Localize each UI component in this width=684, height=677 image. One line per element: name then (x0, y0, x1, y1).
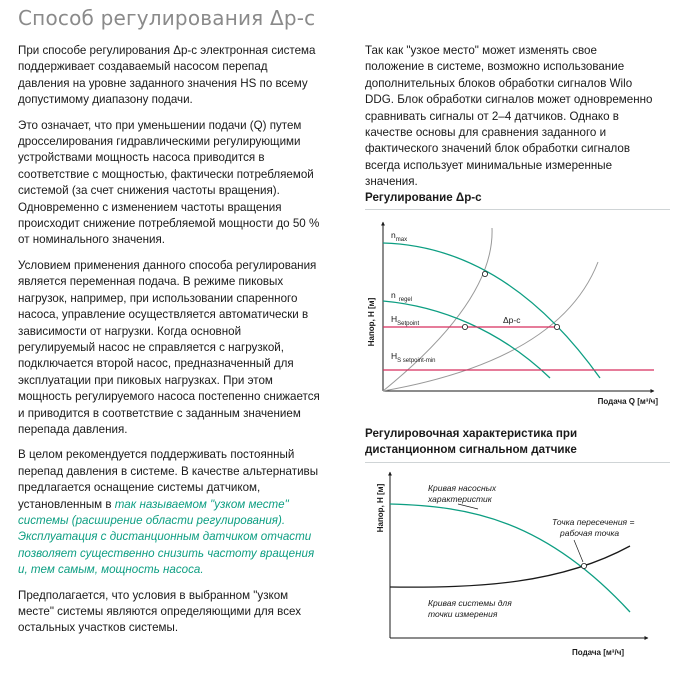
chart2-system-label: Кривая системы для точки измерения (428, 598, 512, 619)
chart1-y-axis-label: Напор, H [м] (367, 297, 376, 347)
chart1-operating-point (482, 271, 487, 276)
chart1-x-axis-label: Подача Q [м³/ч] (597, 397, 658, 406)
paragraph: Предполагается, что условия в выбранном "узком месте" системы являются определяющими для всех остальных участков системы. (18, 588, 301, 635)
chart2-intersection-label: Точка пересечения = рабочая точка (552, 517, 635, 538)
chart2 (376, 472, 648, 657)
paragraph: Условием применения данного способа регулирования является переменная подача. В режиме пиковых нагрузок, например, при использовании спаренного насоса, управление осуществляется автоматически в зависимости от нагрузки. Когда основной регулируемый насос не справляется с нагрузкой, подключается второй насос, предназначенный для эксплуатации при пиковых нагрузках. При этом мощность регулируемого насоса постепенно снижается и приводится в соответствие с заданным значением перепада давления. (18, 258, 320, 436)
chart2-pump-label: Кривая насосных характеристик (428, 483, 497, 504)
chart1-operating-point (462, 324, 467, 329)
chart2-x-axis-label: Подача [м³/ч] (572, 648, 624, 657)
chart2-system-curve (390, 546, 630, 587)
chart2-y-axis-label: Напор, H [м] (376, 483, 385, 533)
chart1-label-hsetpoint: $H_{Setpoint}$ (391, 314, 420, 327)
chart1-heading: Регулирование Δp-c (365, 190, 670, 210)
chart1-operating-point (554, 324, 559, 329)
chart1-label-nregel: n $_{regel}$ (391, 290, 413, 303)
chart2-operating-point (581, 563, 586, 568)
paragraph: Это означает, что при уменьшении подачи (Q) путем дросселирования гидравлическими регулирующими устройствами мощность насоса приводится в соответствие с мощностью, фактически потребляемой системой (за счет снижения частоты вращения). Одновременно с изменением частоты вращения происходит снижение потребляемой мощности до 50 % от номинального значения. (18, 118, 320, 247)
page-title: Способ регулирования Δp-c (18, 6, 316, 30)
chart1-label-hsetpoint-min: $H_{S setpoint-min}$ (391, 351, 436, 364)
chart1-pump-curve-nregel (383, 301, 550, 378)
chart2-intersection-leader-line (574, 540, 583, 562)
chart1-label-dpc: Δp-c (503, 315, 521, 325)
chart2-heading-line: дистанционном сигнальном датчике (365, 443, 577, 456)
chart2-heading-line: Регулировочная характеристика при (365, 427, 578, 440)
paragraph: При способе регулирования Δp-c электронная система поддерживает создаваемый насосом перепад давления на уровне заданного значения HS по всему допустимому диапазону подачи. (18, 44, 316, 107)
chart1 (367, 222, 658, 406)
paragraph-text: В целом рекомендуется поддерживать постоянный перепад давления в системе. В качестве альтернативы предлагается оснащение системы датчиком, установленным в (18, 448, 319, 511)
paragraph: Так как "узкое место" может изменять свое положение в системе, возможно использование дополнительных блоков обработки сигналов Wilo DDG. Блок обработки сигналов может одновременно сравнивать сигналы от 2–4 датчиков. Однако в качестве основы для сравнения заданного и фактического значений блок обработки сигналов всегда использует минимальные измеренные значения. (365, 44, 653, 189)
chart2-pump-leader-line (458, 504, 478, 509)
highlighted-text: так называемом "узком месте" системы (расширение области регулирования). Эксплуатация с дистанционным датчиком отчасти позволяет существенно снизить частоту вращения и, тем самым, мощность насоса. (18, 497, 315, 577)
chart1-label-nmax: $n_{max}$ (391, 230, 408, 243)
